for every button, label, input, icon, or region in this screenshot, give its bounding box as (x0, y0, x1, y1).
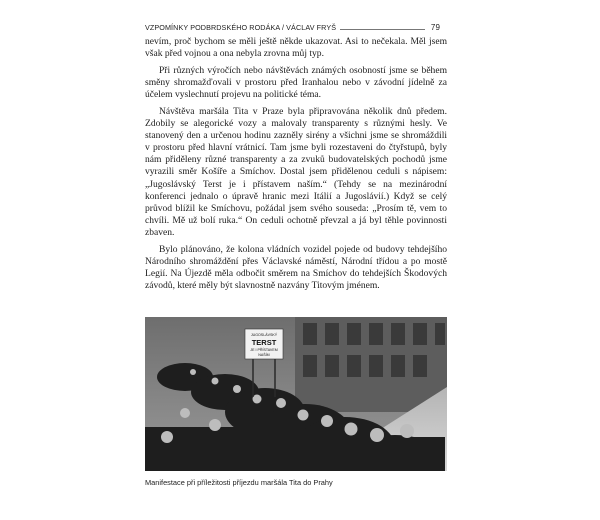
sign-line: JUGOSLÁVSKÝ (250, 333, 278, 337)
paragraph: nevím, proč bychom se měli ještě někde ukazovat. Asi to nečekala. Měl jsem však před vojnou a ona nebyla zrovna můj typ. (145, 36, 447, 60)
paragraph: Při různých výročích nebo návštěvách známých osobností jsme se během směny shromažďovali v prostoru před Iranhalou nebo v závodní jídelně za účelem vyslechnutí projevu na politické téma. (145, 65, 447, 101)
photo-caption: Manifestace při příležitosti příjezdu maršála Tita do Prahy (145, 478, 333, 487)
march-photo-illustration (145, 317, 447, 471)
running-header (145, 10, 440, 32)
body-text (145, 36, 447, 297)
paragraph: Bylo plánováno, že kolona vládních vozidel pojede od budovy tehdejšího Národního shromáždění přes Václavské náměstí, Národní třídou a po mostě Legií. Na Újezdě měla odbočit směrem na Smíchov do tehdejších Škodových závodů, které měly být slavnostně nazvány Titovým jménem. (145, 243, 447, 291)
sign-line: NAŠÍM (258, 353, 270, 357)
header-rule (340, 29, 425, 30)
page-number: 79 (430, 23, 440, 32)
running-title: VZPOMÍNKY PODBRDSKÉHO RODÁKA / VÁCLAV FRYŠ (145, 23, 337, 32)
historical-photo (145, 317, 447, 471)
sign-line: TERST (251, 338, 277, 347)
sign-line: JE I PŘÍSTAVEM (250, 348, 278, 352)
paragraph: Návštěva maršála Tita v Praze byla připravována několik dnů předem. Zdobily se alegorické vozy a malovaly transparenty s různými hesly. Ve stanovený den a určenou hodinu zazněly sirény a všichni jsme se shromáždili v prostoru před hlavní vrátnicí. Tam jsme byli rozestaveni do čtyřstupů, byly nám přiděleny různé transparenty a za zvuků budovatelských pochodů jsme vyrazili směr Košíře a Smíchov. Dostal jsem přidělenou ceduli s nápisem: „Jugoslávský Terst je i přístavem naším.“ (Tehdy se na mezinárodní konferenci jednalo o úpravě hranic mezi Itálií a Jugoslávií.) Když se celý průvod blížil ke Smíchovu, požádal jsem svého souseda: „Prosím tě, vem to chvíli. Mě už bolí ruka.“ On ceduli ochotně převzal a já byl těhle povinnosti zbaven. (145, 106, 447, 238)
